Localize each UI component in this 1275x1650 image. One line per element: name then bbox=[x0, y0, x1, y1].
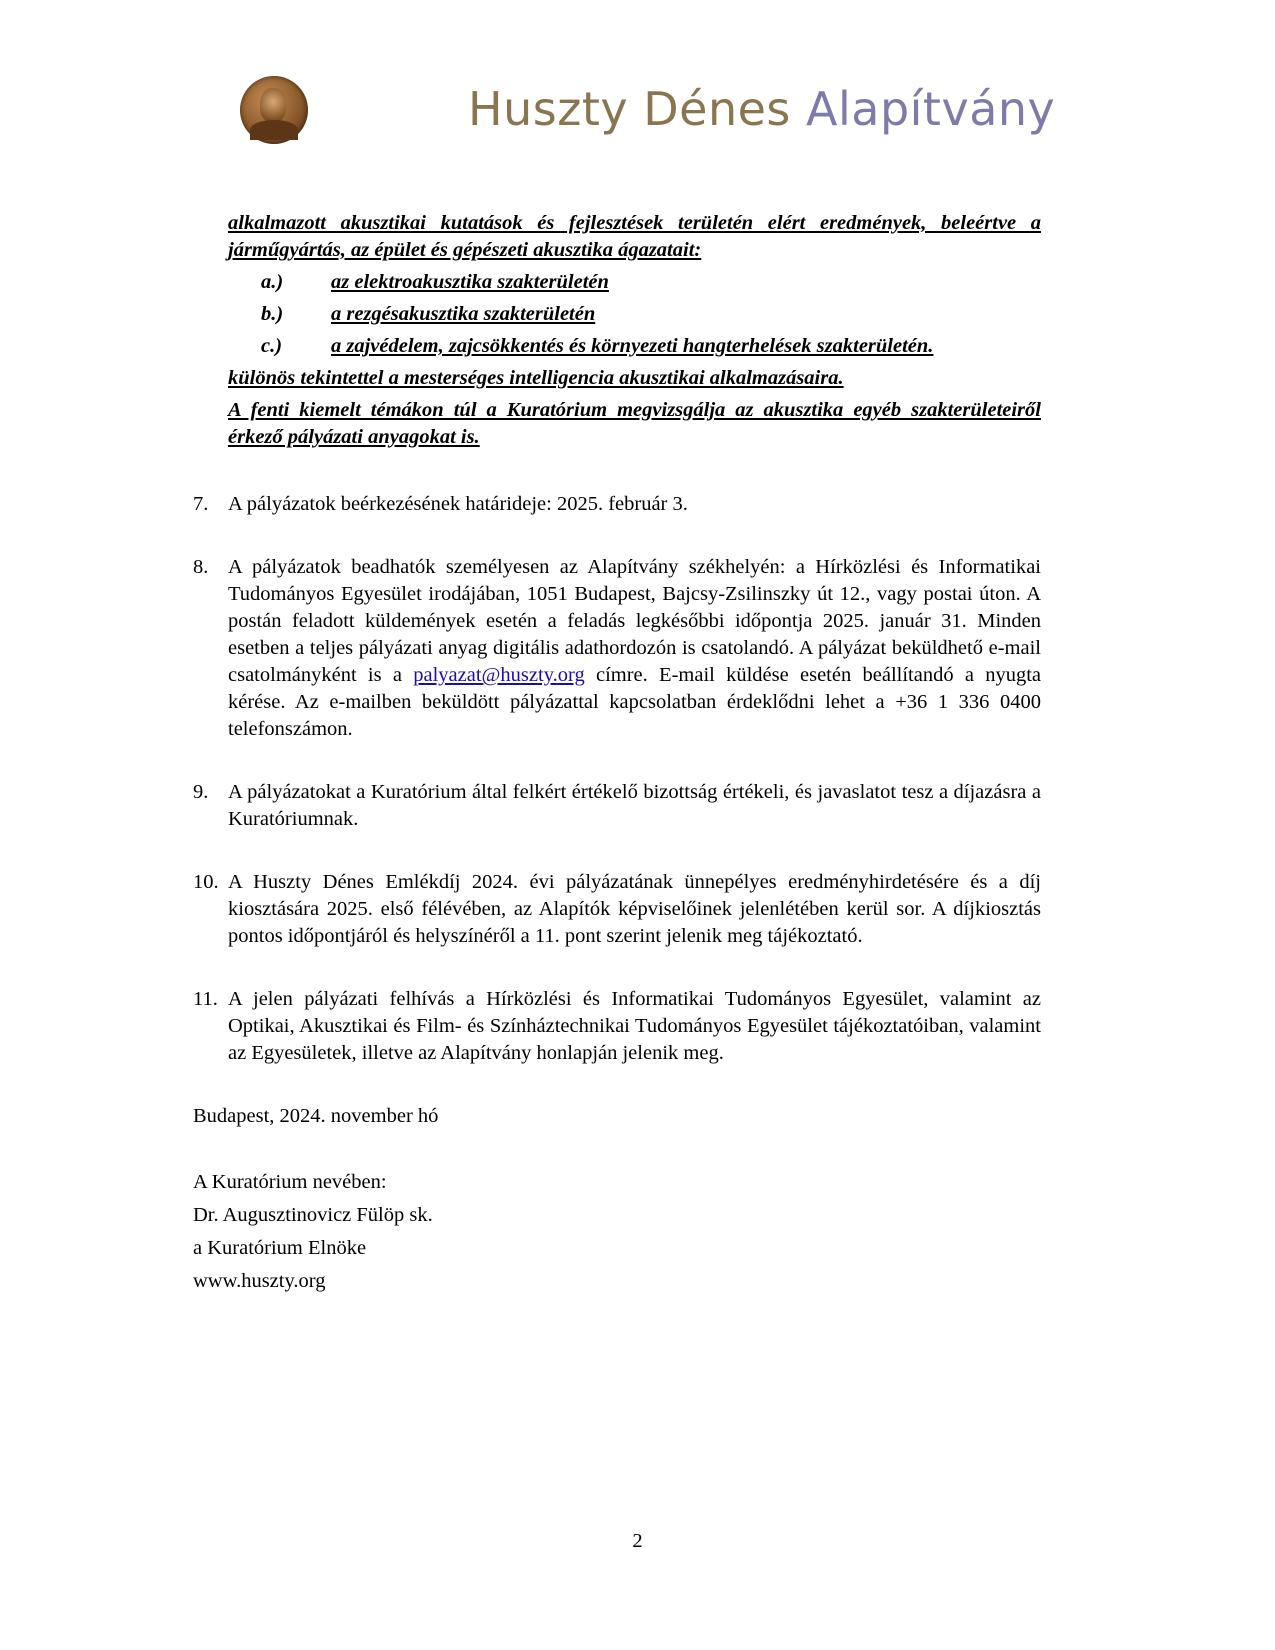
point-text: A pályázatokat a Kuratórium által felkért értékelő bizottság értékeli, és javaslatot tesz a díjazásra a Kuratóriumnak. bbox=[228, 781, 1041, 830]
point-number: 11. bbox=[193, 988, 218, 1010]
point-8-text-after: címre. E-mail küldése esetén beállítandó a nyugta kérése. Az e-mailben beküldött pályázattal kapcsolatban érdeklődni lehet a +36 1 336 0400 telefonszámon. bbox=[228, 664, 1042, 740]
signatory-role: a Kuratórium Elnöke bbox=[193, 1237, 367, 1259]
point-10 bbox=[193, 869, 1041, 950]
topic-item-c bbox=[261, 333, 1041, 360]
point-7 bbox=[193, 491, 1041, 518]
point-text: A pályázatok beérkezésének határideje: 2025. február 3. bbox=[228, 493, 688, 515]
foundation-name-part2: Alapítvány bbox=[806, 82, 1056, 136]
point-11 bbox=[193, 986, 1041, 1067]
medal-portrait-face bbox=[260, 88, 286, 122]
on-behalf-line: A Kuratórium nevében: bbox=[193, 1171, 387, 1193]
foundation-medal-logo bbox=[240, 76, 308, 144]
topic-text: a zajvédelem, zajcsökkentés és környezeti hangterhelések szakterületén. bbox=[331, 335, 934, 357]
signature-block bbox=[193, 1166, 1041, 1298]
document-body bbox=[193, 210, 1041, 1298]
point-number: 8. bbox=[193, 556, 209, 578]
other-fields-note: A fenti kiemelt témákon túl a Kuratórium megvizsgálja az akusztika egyéb szakterületeiről érkező pályázati anyagokat is. bbox=[228, 399, 1041, 448]
topic-label: b.) bbox=[261, 303, 284, 325]
point-8-text-before: A pályázatok beadhatók személyesen az Alapítvány székhelyén: a Hírközlési és Informatikai Tudományos Egyesület irodájában, 1051 Budapest, Bajcsy-Zsilinszky út 12., vagy postai úton. A postán feladott küldemények esetén a feladás legkésőbbi időpontja 2025. január 31. Minden esetben a teljes pályázati anyag digitális adathordozón is csatolandó. A pályázat beküldhető e-mail csatolmányként is a bbox=[228, 556, 1041, 686]
topic-item-a bbox=[261, 269, 1041, 296]
topics-intro: alkalmazott akusztikai kutatások és fejlesztések területén elért eredmények, beleértve a járműgyártás, az épület és gépészeti akusztika ágazatait: bbox=[228, 212, 1041, 261]
place-date: Budapest, 2024. november hó bbox=[193, 1105, 439, 1127]
website-text: www.huszty.org bbox=[193, 1270, 326, 1292]
medal-portrait-shoulders bbox=[250, 120, 298, 140]
signatory-name: Dr. Augusztinovicz Fülöp sk. bbox=[193, 1204, 433, 1226]
page-number: 2 bbox=[632, 1530, 643, 1552]
point-9 bbox=[193, 779, 1041, 833]
topic-label: a.) bbox=[261, 271, 284, 293]
emphasized-topics bbox=[228, 210, 1041, 451]
point-8 bbox=[193, 554, 1041, 743]
point-text bbox=[228, 554, 1041, 743]
ai-note: különös tekintettel a mesterséges intelligencia akusztikai alkalmazásaira. bbox=[228, 367, 844, 389]
point-text: A jelen pályázati felhívás a Hírközlési és Informatikai Tudományos Egyesület, valamint az Optikai, Akusztikai és Film- és Színháztechnikai Tudományos Egyesület tájékoztatóiban, valamint az Egyesületek, illetve az Alapítvány honlapján jelenik meg. bbox=[228, 988, 1041, 1064]
topic-label: c.) bbox=[261, 335, 283, 357]
topic-text: a rezgésakusztika szakterületén bbox=[331, 303, 596, 325]
point-text: A Huszty Dénes Emlékdíj 2024. évi pályázatának ünnepélyes eredményhirdetésére és a díj kiosztására 2025. első félévében, az Alapítók képviselőinek jelenlétében kerül sor. A díjkiosztás pontos időpontjáról és helyszínéről a 11. pont szerint jelenik meg tájékoztató. bbox=[228, 871, 1041, 947]
foundation-name bbox=[468, 82, 1055, 136]
foundation-name-part1: Huszty Dénes bbox=[468, 82, 791, 136]
letterhead bbox=[240, 70, 1056, 150]
point-number: 10. bbox=[193, 871, 219, 893]
topic-item-b bbox=[261, 301, 1041, 328]
email-link[interactable]: palyazat@huszty.org bbox=[413, 664, 585, 686]
topic-text: az elektroakusztika szakterületén bbox=[331, 271, 609, 293]
point-number: 7. bbox=[193, 493, 209, 515]
point-number: 9. bbox=[193, 781, 209, 803]
